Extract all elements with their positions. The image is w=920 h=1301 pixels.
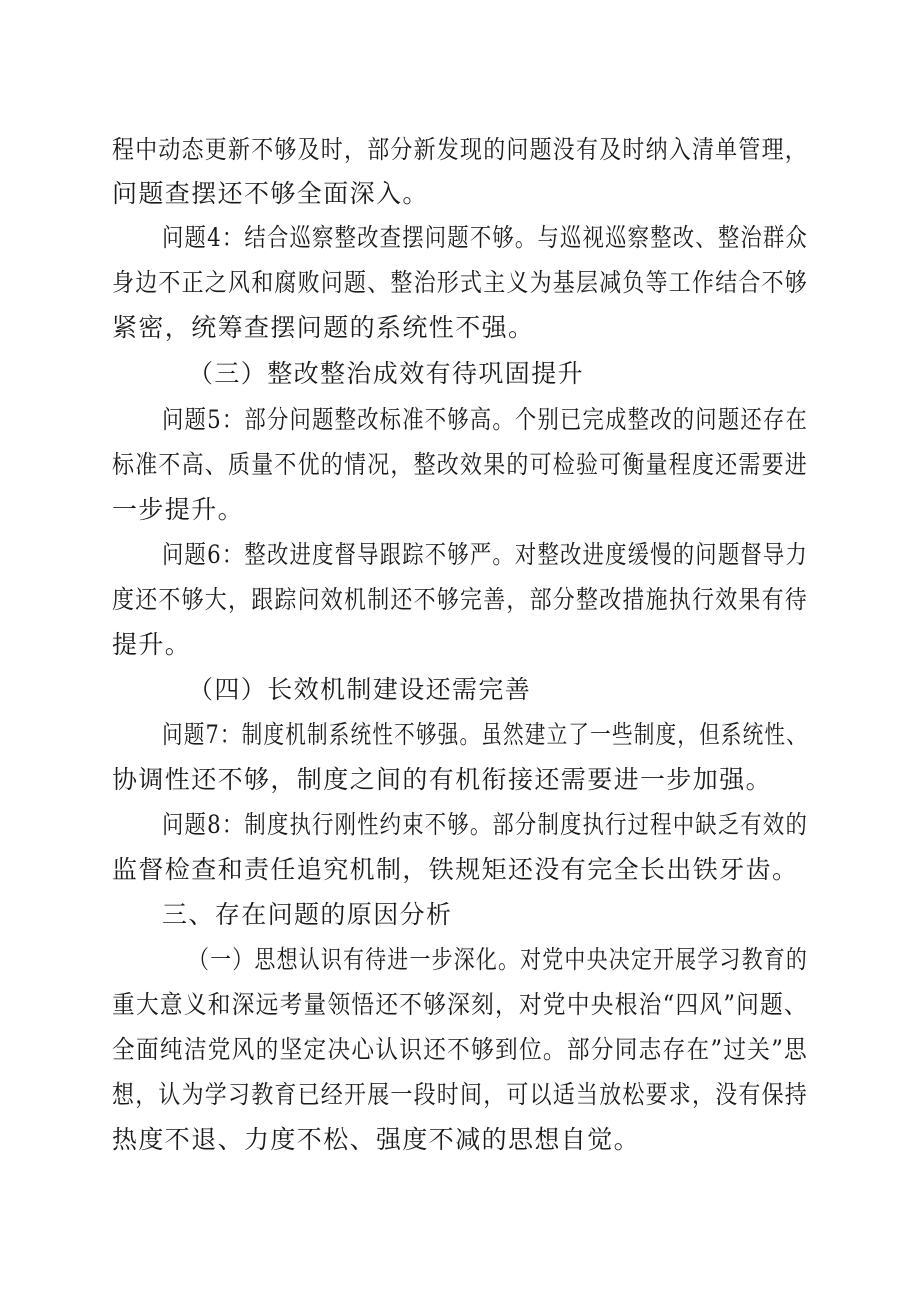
text-line: 协调性还不够，制度之间的有机衔接还需要进一步加强。 (112, 765, 773, 794)
question-4-heading: 问题4：结合巡察整改查摆问题不够。与巡视巡察整改、整治群众 (162, 223, 808, 252)
text-line: 热度不退、力度不松、强度不减的思想自觉。 (112, 1125, 641, 1154)
text-line: 提升。 (112, 630, 192, 659)
text-line: 监督检查和责任追究机制，铁规矩还没有完全长出铁牙齿。 (112, 855, 799, 884)
text-line: 紧密，统筹查摆问题的系统性不强。 (112, 313, 535, 342)
text-line: 问题查摆还不够全面深入。 (112, 179, 429, 208)
text-line: 度还不够大，跟踪问效机制还不够完善，部分整改措施执行效果有待 (112, 585, 808, 614)
question-5-heading: 问题5：部分问题整改标准不够高。个别已完成整改的问题还存在 (162, 405, 808, 434)
text-line: 标准不高、质量不优的情况，整改效果的可检验可衡量程度还需要进 (112, 450, 808, 479)
question-6-heading: 问题6：整改进度督导跟踪不够严。对整改进度缓慢的问题督导力 (162, 540, 808, 569)
text-line: 全面纯洁党风的坚定决心认识还不够到位。部分同志存在”过关”思 (112, 1035, 808, 1064)
subsection-heading-1: （一）思想认识有待进一步深化。对党中央决定开展学习教育的 (188, 945, 808, 974)
text-line: 一步提升。 (112, 495, 245, 524)
question-8-heading: 问题8：制度执行刚性约束不够。部分制度执行过程中缺乏有效的 (162, 810, 808, 839)
text-line: 程中动态更新不够及时，部分新发现的问题没有及时纳入清单管理， (112, 135, 808, 164)
question-7-heading: 问题7：制度机制系统性不够强。虽然建立了一些制度，但系统性、 (162, 720, 808, 749)
text-line: 身边不正之风和腐败问题、整治形式主义为基层减负等工作结合不够 (112, 268, 808, 297)
text-line: 想，认为学习教育已经开展一段时间，可以适当放松要求，没有保持 (112, 1080, 808, 1109)
section-heading-4: （四）长效机制建设还需完善 (188, 675, 532, 704)
text-line: 重大意义和深远考量领悟还不够深刻，对党中央根治“四风”问题、 (112, 990, 808, 1019)
chapter-heading-3: 三、存在问题的原因分析 (162, 900, 453, 929)
section-heading-3: （三）整改整治成效有待巩固提升 (188, 359, 585, 388)
